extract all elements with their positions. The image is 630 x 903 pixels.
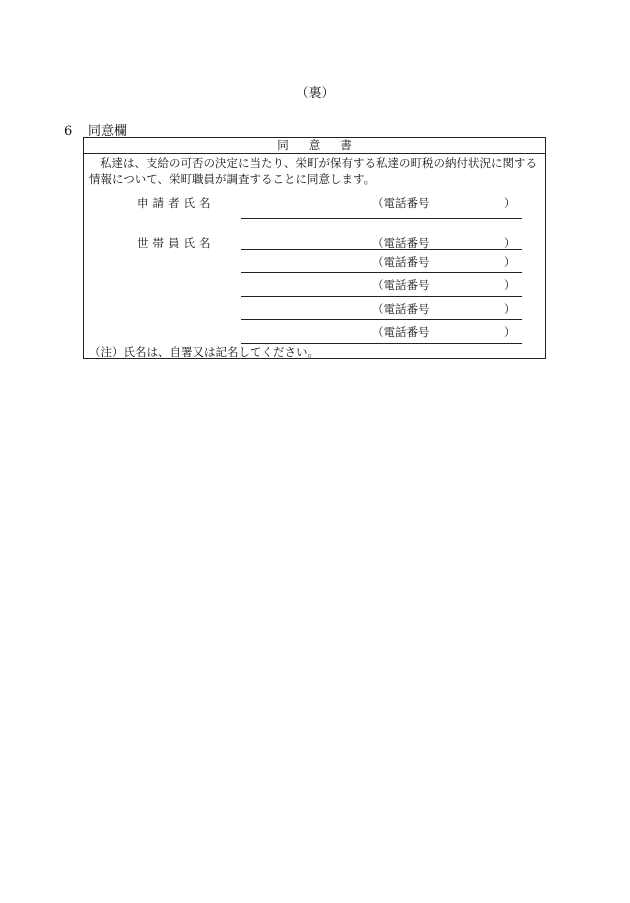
household-name-label: 世帯員氏名	[137, 236, 215, 250]
consent-form-title: 同意書	[84, 138, 545, 154]
applicant-name-label: 申請者氏名	[137, 196, 215, 210]
household-phone-label-2: （電話番号	[372, 255, 430, 269]
section-title: 同意欄	[88, 124, 128, 139]
household-phone-close-2: ）	[504, 255, 516, 269]
consent-statement: 私達は、支給の可否の決定に当たり、栄町が保有する私達の町税の納付状況に関する情報について、栄町職員が調査することに同意します。	[89, 156, 537, 186]
applicant-phone-close: ）	[504, 196, 516, 210]
household-signature-line-1[interactable]	[241, 249, 522, 250]
household-signature-line-4[interactable]	[241, 319, 522, 320]
household-phone-close-4: ）	[504, 302, 516, 316]
consent-form-box	[83, 137, 546, 359]
household-phone-close-3: ）	[504, 278, 516, 292]
household-phone-label-3: （電話番号	[372, 278, 430, 292]
household-phone-close-1: ）	[504, 236, 516, 250]
household-phone-label-5: （電話番号	[372, 325, 430, 339]
page-side-label: （裏）	[295, 86, 335, 101]
household-signature-line-2[interactable]	[241, 272, 522, 273]
applicant-phone-label: （電話番号	[372, 196, 430, 210]
section-number: 6	[64, 124, 73, 139]
household-signature-line-3[interactable]	[241, 296, 522, 297]
household-phone-label-1: （電話番号	[372, 236, 430, 250]
signature-note: （注）氏名は、自署又は記名してください。	[89, 345, 319, 359]
household-phone-label-4: （電話番号	[372, 302, 430, 316]
applicant-signature-line[interactable]	[241, 218, 522, 219]
household-phone-close-5: ）	[504, 325, 516, 339]
